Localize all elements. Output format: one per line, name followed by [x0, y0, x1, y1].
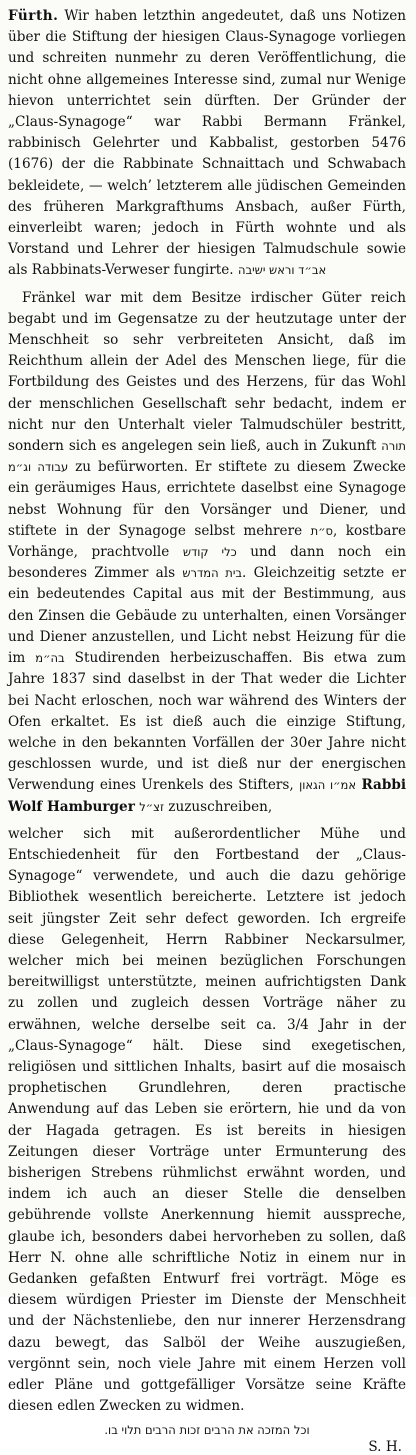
- text-segment: zu befürworten. Er stiftete zu diesem Zwecke ein geräumiges Haus, errichtete daselbst eine Synagoge nebst Wohnung für den Vorsänger und Diener, und stiftete in der Synagoge selbst mehrere: [8, 459, 406, 539]
- hebrew-term: אמ״ו הגאון: [299, 778, 357, 793]
- paragraph-intro-text: Wir haben letzthin angedeutet, daß uns Notizen über die Stiftung der hiesigen Claus-Synagoge vorliegen und schreiten nunmehr zu deren Veröffentlichung, die nicht ohne allgemeines Interesse sind, zumal nur Wenige hievon unterrichtet sein dürften. Der Gründer der „Claus-Synagoge“ war Rabbi Bermann Fränkel, rabbinisch Gelehrter und Kabbalist, gestorben 5476 (1676) der die Rabbinate Schnaittach und Schwabach bekleidete, — welch’ letzterem alle jüdischen Gemeinden des früheren Markgrafthums Ansbach, außer Fürth, einverleibt waren; jedoch in Fürth wohnte und als Vorstand und Lehrer der hiesigen Talmudschule sowie als Rabbinats-Verweser fungirte.: [8, 8, 406, 279]
- text-segment: , kostbare Vorhänge, prachtvolle: [8, 522, 406, 561]
- hebrew-term: זצ״ל: [139, 799, 164, 814]
- hebrew-term: ס״ת: [310, 523, 334, 538]
- author-signature: S. H.: [368, 1439, 402, 1455]
- article-title: Fürth.: [8, 8, 59, 24]
- paragraph-intro: [8, 6, 406, 282]
- rabbi-name: Rabbi Wolf Hamburger: [8, 777, 407, 815]
- text-segment: Studirenden herbeizuschaffen. Bis etwa zum Jahre 1837 sind daselbst in der That weder die Lichter bei Nacht erloschen, noch war während des Winters der Ofen erkaltet. Es ist dieß auch die einzige Stiftung, welche in den bekannten Vorfällen der 30er Jahre nicht geschlossen wurde, und ist dieß nur der energischen Verwendung eines Urenkels des Stifters,: [8, 650, 406, 794]
- text-segment: zuzuschreiben,: [168, 798, 273, 815]
- hebrew-term: אב״ד וראש ישיבה: [237, 263, 327, 278]
- paragraph-foundation: [8, 288, 406, 818]
- text-segment: . Gleichzeitig setzte er ein bedeutendes Capital aus mit der Bestimmung, aus den Zinsen die Gebäude zu unterhalten, einen Vorsänger und Diener anzustellen, und Licht nebst Heizung für die im: [8, 565, 406, 667]
- text-segment: und dann noch ein besonderes Zimmer als: [8, 544, 407, 582]
- hebrew-term: תורה עבודה וג״מ: [8, 439, 406, 475]
- closing-hebrew-quote: וכל המזכה את הרבים זכות הרבים תלוי בו.: [104, 1423, 310, 1438]
- hebrew-term: בה״מ: [35, 651, 65, 666]
- paragraph-lectures: welcher sich mit außerordentlicher Mühe und Entschiedenheit für den Fortbestand der „Claus-Synagoge“ verwendete, und auch die dazu gehörige Bibliothek wesentlich bereicherte. Letztere ist jedoch seit jüngster Zeit sehr defect geworden. Ich ergreife diese Gelegenheit, Herrn Rabbiner Neckarsulmer, welcher mich bei meinen bezüglichen Forschungen bereitwilligst unterstützte, meinen aufrichtigsten Dank zu zollen und zugleich dessen Vorträge näher zu erwähnen, welche derselbe seit ca. 3/4 Jahr in der „Claus-Synagoge“ hält. Diese sind exegetischen, religiösen und sittlichen Inhalts, basirt auf die mosaisch prophetischen Grundlehren, deren practische Anwendung auf das Leben sie erörtern, hie und da von der Hagada getragen. Es ist bereits in hiesigen Zeitungen dieser Vorträge unter Ermunterung des bisherigen Strebens rühmlichst erwähnt worden, und indem ich auch an dieser Stelle die denselben gebührende vollste Anerkennung hiemit ausspreche, glaube ich, besonders dabei hervorheben zu sollen, daß Herr N. ohne alle schriftliche Notiz in einem nur in Gedanken gefaßten Entwurf frei vorträgt. Möge es diesem würdigen Priester im Dienste der Menschheit und der Nächstenliebe, den nur innerer Herzensdrang dazu bewegt, das Salböl der Weihe auszugießen, vergönnt sein, noch viele Jahre mit einem Herzen voll edler Pläne und gottgefälliger Vorsätze seine Kräfte diesen edlen Zwecken zu widmen.: [8, 825, 406, 1415]
- hebrew-term: כלי קודש: [182, 545, 237, 560]
- hebrew-term: בית המדרש: [182, 566, 243, 581]
- text-segment: Fränkel war mit dem Besitze irdischer Güter reich begabt und im Gegensatze zu der heutzutage unter der Menschheit so sehr verbreiteten Ansicht, daß im Reichthum allein der Adel des Menschen liege, für die Fortbildung des Geistes und des Herzens, für das Wohl der menschlichen Gesellschaft sehr bedacht, indem er nicht nur den Unterhalt vieler Talmudschüler bestritt, sondern sich es angelegen sein ließ, auch in Zukunft: [8, 289, 406, 455]
